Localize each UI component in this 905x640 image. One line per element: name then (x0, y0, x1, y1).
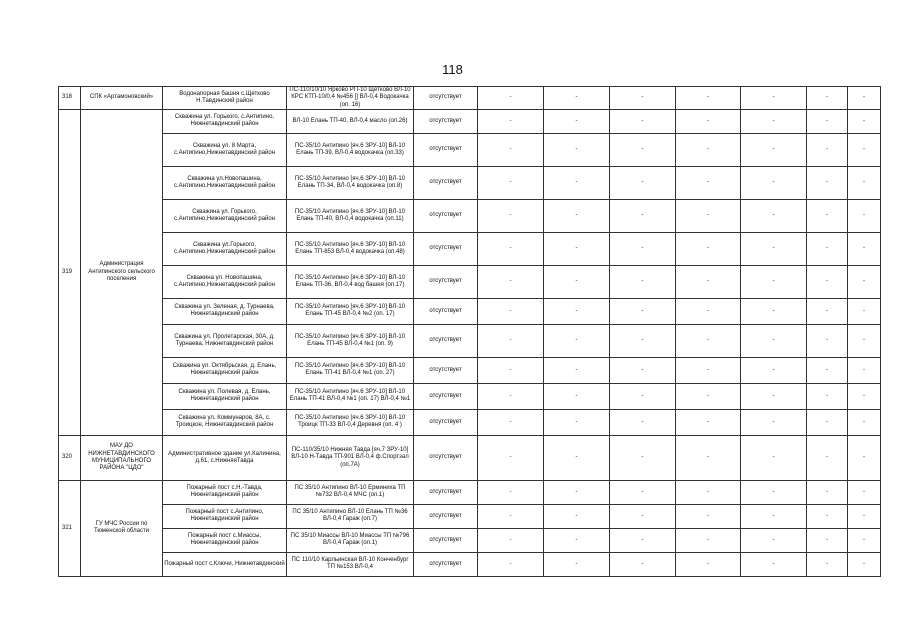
dash-cell: - (741, 109, 807, 133)
dash-cell: - (848, 357, 881, 383)
table-body (59, 87, 881, 577)
power-supply-cell: ПС-110/35/10 Нижняя Тавда [яч.7 ЗРУ-10] ВЛ-10 Н-Тавда ТП-901 ВЛ-0,4 ф.Спортзал (оп.7А) (287, 435, 414, 480)
power-supply-cell: ПС-35/10 Антипино [яч.6 ЗРУ-10] ВЛ-10 Елань ТП-45 ВЛ-0,4 №1 (оп. 9) (287, 324, 414, 357)
row-number-cell: 320 (59, 435, 81, 480)
dash-cell: - (741, 87, 807, 110)
status-cell: отсутствует (414, 528, 478, 552)
dash-cell: - (544, 199, 610, 232)
dash-cell: - (807, 324, 848, 357)
status-cell: отсутствует (414, 552, 478, 576)
dash-cell: - (807, 199, 848, 232)
dash-cell: - (741, 480, 807, 504)
dash-cell: - (741, 435, 807, 480)
organization-cell: МАУ ДО НИЖНЕТАВДИНСКОГО МУНИЦИПАЛЬНОГО РАЙОНА "ЦДО" (81, 435, 163, 480)
dash-cell: - (478, 324, 544, 357)
dash-cell: - (544, 480, 610, 504)
table-row (59, 357, 881, 383)
object-cell: Скважина ул.Новопашина, с.Антипино,Нижнетавдинский район (163, 166, 287, 199)
object-cell: Пожарный пост с.Н.-Тавда, Нижнетавдинский район (163, 480, 287, 504)
dash-cell: - (676, 552, 741, 576)
power-supply-cell: ПС-35/10 Антипино [яч.6 ЗРУ-10] ВЛ-10 Троицк ТП-33 ВЛ-0,4 Деревня (оп. 4 ) (287, 409, 414, 435)
organization-cell: ГУ МЧС России по Тюменской области (81, 480, 163, 576)
dash-cell: - (848, 504, 881, 528)
row-number-cell: 319 (59, 109, 81, 435)
dash-cell: - (676, 166, 741, 199)
power-supply-cell: ПС-35/10 Антипино [яч.6 ЗРУ-10] ВЛ-10 Елань ТП-45 ВЛ-0,4 №2 (оп. 17) (287, 298, 414, 324)
dash-cell: - (544, 298, 610, 324)
dash-cell: - (544, 324, 610, 357)
table-row (59, 199, 881, 232)
dash-cell: - (848, 409, 881, 435)
status-cell: отсутствует (414, 133, 478, 166)
dash-cell: - (676, 480, 741, 504)
dash-cell: - (848, 552, 881, 576)
status-cell: отсутствует (414, 357, 478, 383)
power-supply-cell: ПС-35/10 Антипино [яч.6 ЗРУ-10] ВЛ-10 Елань ТП-41 ВЛ-0,4 №1 (оп. 17) ВЛ-0,4 №1 (287, 383, 414, 409)
dash-cell: - (544, 265, 610, 298)
dash-cell: - (610, 383, 676, 409)
dash-cell: - (478, 528, 544, 552)
dash-cell: - (741, 504, 807, 528)
dash-cell: - (848, 480, 881, 504)
dash-cell: - (807, 232, 848, 265)
dash-cell: - (676, 199, 741, 232)
data-table (58, 86, 881, 577)
dash-cell: - (741, 528, 807, 552)
dash-cell: - (676, 232, 741, 265)
dash-cell: - (478, 480, 544, 504)
dash-cell: - (544, 528, 610, 552)
organization-cell: Администрация Антипинского сельского поселения (81, 109, 163, 435)
object-cell: Скважина ул. Коммунаров, 8А, с. Троицкое, Нижнетавдинский район (163, 409, 287, 435)
dash-cell: - (676, 324, 741, 357)
table-row (59, 504, 881, 528)
table-row (59, 109, 881, 133)
table-row (59, 166, 881, 199)
object-cell: Скважина ул.Горького, с.Антипино,Нижнетавдинский район (163, 232, 287, 265)
dash-cell: - (807, 383, 848, 409)
power-supply-cell: ПС 35/10 Антипино ВЛ-10 Елань ТП №36 ВЛ-0,4 Гараж (оп.7) (287, 504, 414, 528)
dash-cell: - (544, 409, 610, 435)
dash-cell: - (544, 133, 610, 166)
dash-cell: - (741, 199, 807, 232)
dash-cell: - (610, 409, 676, 435)
dash-cell: - (807, 357, 848, 383)
status-cell: отсутствует (414, 435, 478, 480)
power-supply-cell: ПС-35/10 Антипино [яч.6 ЗРУ-10] ВЛ-10 Елань ТП-34, ВЛ-0,4 водокачка (оп.8) (287, 166, 414, 199)
dash-cell: - (544, 552, 610, 576)
dash-cell: - (478, 109, 544, 133)
dash-cell: - (610, 232, 676, 265)
table-row (59, 265, 881, 298)
status-cell: отсутствует (414, 480, 478, 504)
dash-cell: - (848, 199, 881, 232)
organization-cell: СПК «Артамоновский» (81, 87, 163, 110)
dash-cell: - (544, 109, 610, 133)
dash-cell: - (807, 298, 848, 324)
dash-cell: - (807, 166, 848, 199)
dash-cell: - (544, 232, 610, 265)
dash-cell: - (807, 552, 848, 576)
power-supply-cell: ПС-35/10 Антипино [яч.6 ЗРУ-10] ВЛ-10 Елань ТП-39, ВЛ-0,4 водокачка (оп.33) (287, 133, 414, 166)
dash-cell: - (807, 109, 848, 133)
dash-cell: - (848, 298, 881, 324)
dash-cell: - (848, 109, 881, 133)
page-number: 118 (442, 62, 463, 77)
object-cell: Административное здание ул.Калинина, д.61, с.НижняяТавда (163, 435, 287, 480)
table-row (59, 409, 881, 435)
dash-cell: - (478, 199, 544, 232)
dash-cell: - (478, 357, 544, 383)
status-cell: отсутствует (414, 324, 478, 357)
object-cell: Пожарный пост с.Ключи, Нижнетавдинский (163, 552, 287, 576)
dash-cell: - (610, 324, 676, 357)
power-supply-cell: ПС-35/10 Антипино [яч.6 ЗРУ-10] ВЛ-10 Елань ТП-40, ВЛ-0,4 водокачка (оп.11) (287, 199, 414, 232)
dash-cell: - (848, 324, 881, 357)
dash-cell: - (741, 298, 807, 324)
dash-cell: - (676, 409, 741, 435)
power-supply-cell: ПС 35/10 Миассы ВЛ-10 Миассы ТП №796 ВЛ-0,4 Гараж (оп.1) (287, 528, 414, 552)
dash-cell: - (478, 298, 544, 324)
dash-cell: - (807, 133, 848, 166)
dash-cell: - (676, 133, 741, 166)
dash-cell: - (676, 528, 741, 552)
dash-cell: - (676, 87, 741, 110)
dash-cell: - (478, 383, 544, 409)
power-supply-cell: ПС 110/10 Карльинская ВЛ-10 Конченбург ТП №153 ВЛ-0,4 (287, 552, 414, 576)
status-cell: отсутствует (414, 87, 478, 110)
dash-cell: - (544, 166, 610, 199)
power-supply-cell: ПС-110/10/10 Ярково РП-10 Щетково ВЛ-10 КРС КТП-10/0,4 №456 [] ВЛ-0,4 Водокачка (оп. 16) (287, 87, 414, 110)
status-cell: отсутствует (414, 199, 478, 232)
dash-cell: - (676, 265, 741, 298)
object-cell: Скважина ул. Горького, с.Антипино,Нижнетавдинский район (163, 199, 287, 232)
dash-cell: - (610, 480, 676, 504)
dash-cell: - (610, 87, 676, 110)
dash-cell: - (478, 552, 544, 576)
dash-cell: - (478, 409, 544, 435)
dash-cell: - (741, 357, 807, 383)
dash-cell: - (807, 528, 848, 552)
dash-cell: - (741, 383, 807, 409)
dash-cell: - (741, 552, 807, 576)
dash-cell: - (741, 409, 807, 435)
dash-cell: - (807, 265, 848, 298)
table-row (59, 435, 881, 480)
dash-cell: - (610, 265, 676, 298)
status-cell: отсутствует (414, 109, 478, 133)
table-row (59, 383, 881, 409)
dash-cell: - (478, 504, 544, 528)
dash-cell: - (544, 504, 610, 528)
dash-cell: - (741, 265, 807, 298)
dash-cell: - (478, 265, 544, 298)
dash-cell: - (610, 504, 676, 528)
power-supply-cell: ПС 35/10 Антипино ВЛ-10 Ерминиха ТП №732 ВЛ-0,4 МЧС (оп.1) (287, 480, 414, 504)
object-cell: Скважина ул. Горького, с.Антипино, Нижнетавдинский район (163, 109, 287, 133)
dash-cell: - (741, 133, 807, 166)
object-cell: Пожарный пост с.Миассы, Нижнетавдинский район (163, 528, 287, 552)
table-row (59, 87, 881, 110)
dash-cell: - (610, 199, 676, 232)
dash-cell: - (478, 87, 544, 110)
power-supply-cell: ВЛ-10 Елань ТП-40, ВЛ-0,4 масло (оп.26) (287, 109, 414, 133)
table-row (59, 528, 881, 552)
dash-cell: - (610, 166, 676, 199)
dash-cell: - (544, 357, 610, 383)
power-supply-cell: ПС-35/10 Антипино [яч.6 ЗРУ-10] ВЛ-10 Елань ТП-41 ВЛ-0,4 №1 (оп. 27) (287, 357, 414, 383)
dash-cell: - (848, 265, 881, 298)
dash-cell: - (807, 480, 848, 504)
dash-cell: - (610, 435, 676, 480)
table-row (59, 298, 881, 324)
status-cell: отсутствует (414, 409, 478, 435)
object-cell: Водонапорная башня с.Щетково Н.Тавдинский район (163, 87, 287, 110)
power-supply-cell: ПС-35/10 Антипино [яч.6 ЗРУ-10] ВЛ-10 Елань ТП-853 ВЛ-0,4 водокачка (оп.48) (287, 232, 414, 265)
object-cell: Скважина ул. Зеленая, д. Турнаева, Нижнетавдинский район (163, 298, 287, 324)
status-cell: отсутствует (414, 298, 478, 324)
dash-cell: - (807, 504, 848, 528)
dash-cell: - (478, 232, 544, 265)
dash-cell: - (610, 357, 676, 383)
dash-cell: - (676, 298, 741, 324)
dash-cell: - (610, 528, 676, 552)
dash-cell: - (610, 552, 676, 576)
dash-cell: - (610, 133, 676, 166)
dash-cell: - (848, 87, 881, 110)
power-supply-cell: ПС-35/10 Антипино [яч.6 ЗРУ-10] ВЛ-10 Елань ТП-36, ВЛ-0,4 вод башня (оп.17) (287, 265, 414, 298)
dash-cell: - (741, 232, 807, 265)
status-cell: отсутствует (414, 504, 478, 528)
object-cell: Скважина ул. Октябрьская, д. Елань, Нижнетавдинский район (163, 357, 287, 383)
table-row (59, 324, 881, 357)
row-number-cell: 321 (59, 480, 81, 576)
dash-cell: - (848, 435, 881, 480)
dash-cell: - (544, 383, 610, 409)
dash-cell: - (741, 166, 807, 199)
object-cell: Скважина ул. Новопашина, с.Антипино,Нижнетавдинский район (163, 265, 287, 298)
dash-cell: - (610, 109, 676, 133)
object-cell: Скважина ул. 8 Марта, с.Антипино,Нижнетавдинский район (163, 133, 287, 166)
dash-cell: - (676, 435, 741, 480)
dash-cell: - (848, 133, 881, 166)
dash-cell: - (478, 133, 544, 166)
dash-cell: - (676, 383, 741, 409)
table-row (59, 480, 881, 504)
dash-cell: - (807, 87, 848, 110)
dash-cell: - (848, 232, 881, 265)
table-row (59, 133, 881, 166)
dash-cell: - (544, 435, 610, 480)
dash-cell: - (848, 166, 881, 199)
dash-cell: - (807, 435, 848, 480)
dash-cell: - (848, 383, 881, 409)
object-cell: Скважина ул. Полевая, д. Елань, Нижнетавдинский район (163, 383, 287, 409)
dash-cell: - (544, 87, 610, 110)
object-cell: Пожарный пост с.Антипино, Нижнетавдинский район (163, 504, 287, 528)
dash-cell: - (848, 528, 881, 552)
dash-cell: - (676, 357, 741, 383)
dash-cell: - (676, 504, 741, 528)
dash-cell: - (807, 409, 848, 435)
table-row (59, 232, 881, 265)
table-row (59, 552, 881, 576)
dash-cell: - (676, 109, 741, 133)
status-cell: отсутствует (414, 166, 478, 199)
dash-cell: - (478, 166, 544, 199)
status-cell: отсутствует (414, 383, 478, 409)
status-cell: отсутствует (414, 265, 478, 298)
status-cell: отсутствует (414, 232, 478, 265)
dash-cell: - (610, 298, 676, 324)
dash-cell: - (741, 324, 807, 357)
object-cell: Скважина ул. Пролетарская, 30А, д. Турнаева, Нижнетавдинский район (163, 324, 287, 357)
dash-cell: - (478, 435, 544, 480)
row-number-cell: 318 (59, 87, 81, 110)
